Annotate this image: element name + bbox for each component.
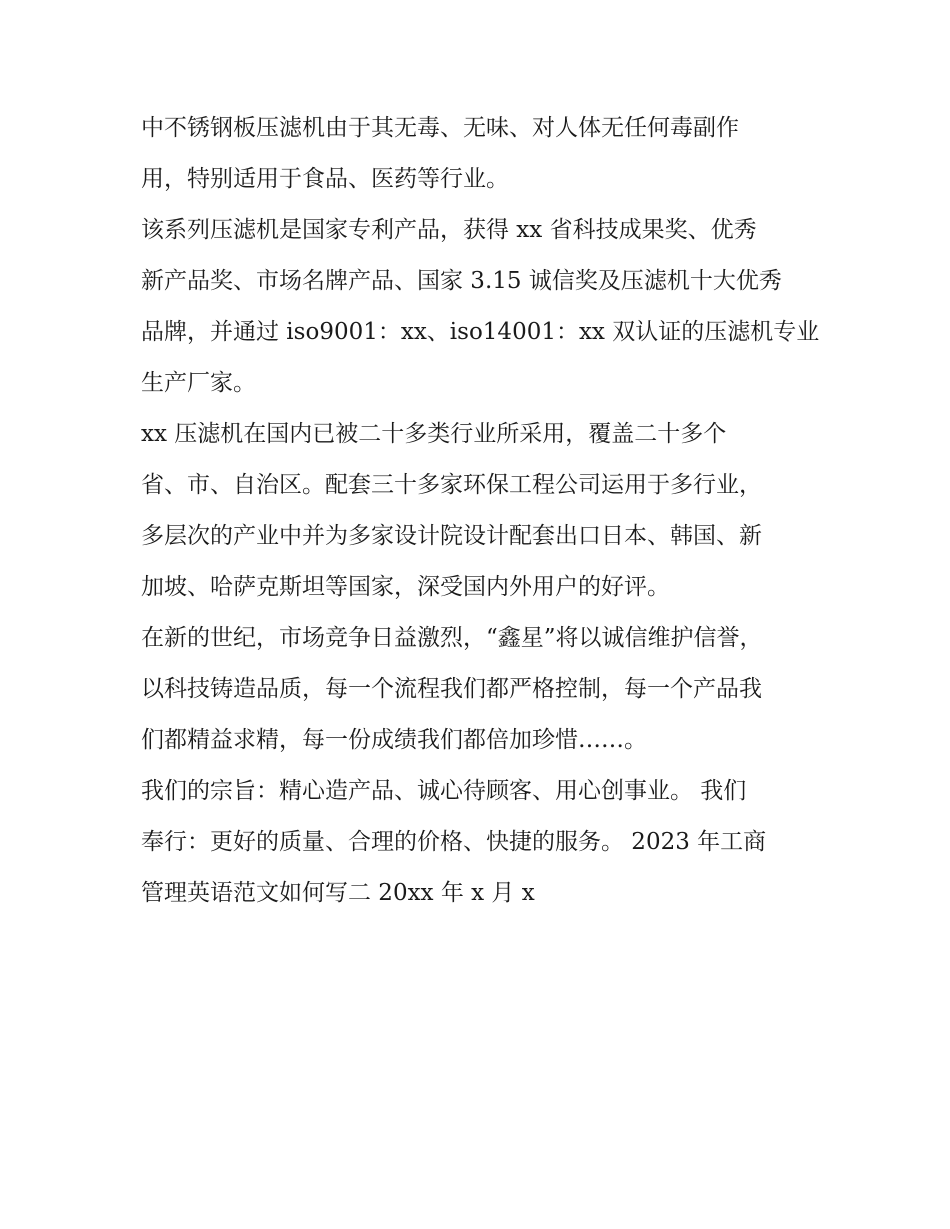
text-line: 该系列压滤机是国家专利产品，获得 xx 省科技成果奖、优秀 bbox=[141, 217, 757, 243]
text-line: 用，特别适用于食品、医药等行业。 bbox=[141, 166, 509, 192]
text-line: 品牌，并通过 iso9001：xx、iso14001：xx 双认证的压滤机专业 bbox=[141, 319, 820, 345]
text-line: 多层次的产业中并为多家设计院设计配套出口日本、韩国、新 bbox=[141, 523, 762, 549]
document-body bbox=[141, 103, 831, 919]
text-line: 我们的宗旨：精心造产品、诚心待顾客、用心创事业。 我们 bbox=[141, 778, 747, 804]
text-line: 新产品奖、市场名牌产品、国家 3.15 诚信奖及压滤机十大优秀 bbox=[141, 268, 782, 294]
text-line: 以科技铸造品质，每一个流程我们都严格控制，每一个产品我 bbox=[141, 676, 762, 702]
text-line: 加坡、哈萨克斯坦等国家，深受国内外用户的好评。 bbox=[141, 574, 670, 600]
text-line: 中不锈钢板压滤机由于其无毒、无味、对人体无任何毒副作 bbox=[141, 115, 739, 141]
text-line: 省、市、自治区。配套三十多家环保工程公司运用于多行业， bbox=[141, 472, 762, 498]
text-line: 们都精益求精，每一份成绩我们都倍加珍惜……。 bbox=[141, 727, 647, 753]
text-line: 奉行：更好的质量、合理的价格、快捷的服务。 2023 年工商 bbox=[141, 829, 767, 855]
text-line: xx 压滤机在国内已被二十多类行业所采用，覆盖二十多个 bbox=[141, 421, 727, 447]
text-line: 管理英语范文如何写二 20xx 年 x 月 x bbox=[141, 880, 535, 906]
text-line: 生产厂家。 bbox=[141, 370, 256, 396]
text-line: 在新的世纪，市场竞争日益激烈，“鑫星”将以诚信维护信誉， bbox=[141, 625, 763, 651]
